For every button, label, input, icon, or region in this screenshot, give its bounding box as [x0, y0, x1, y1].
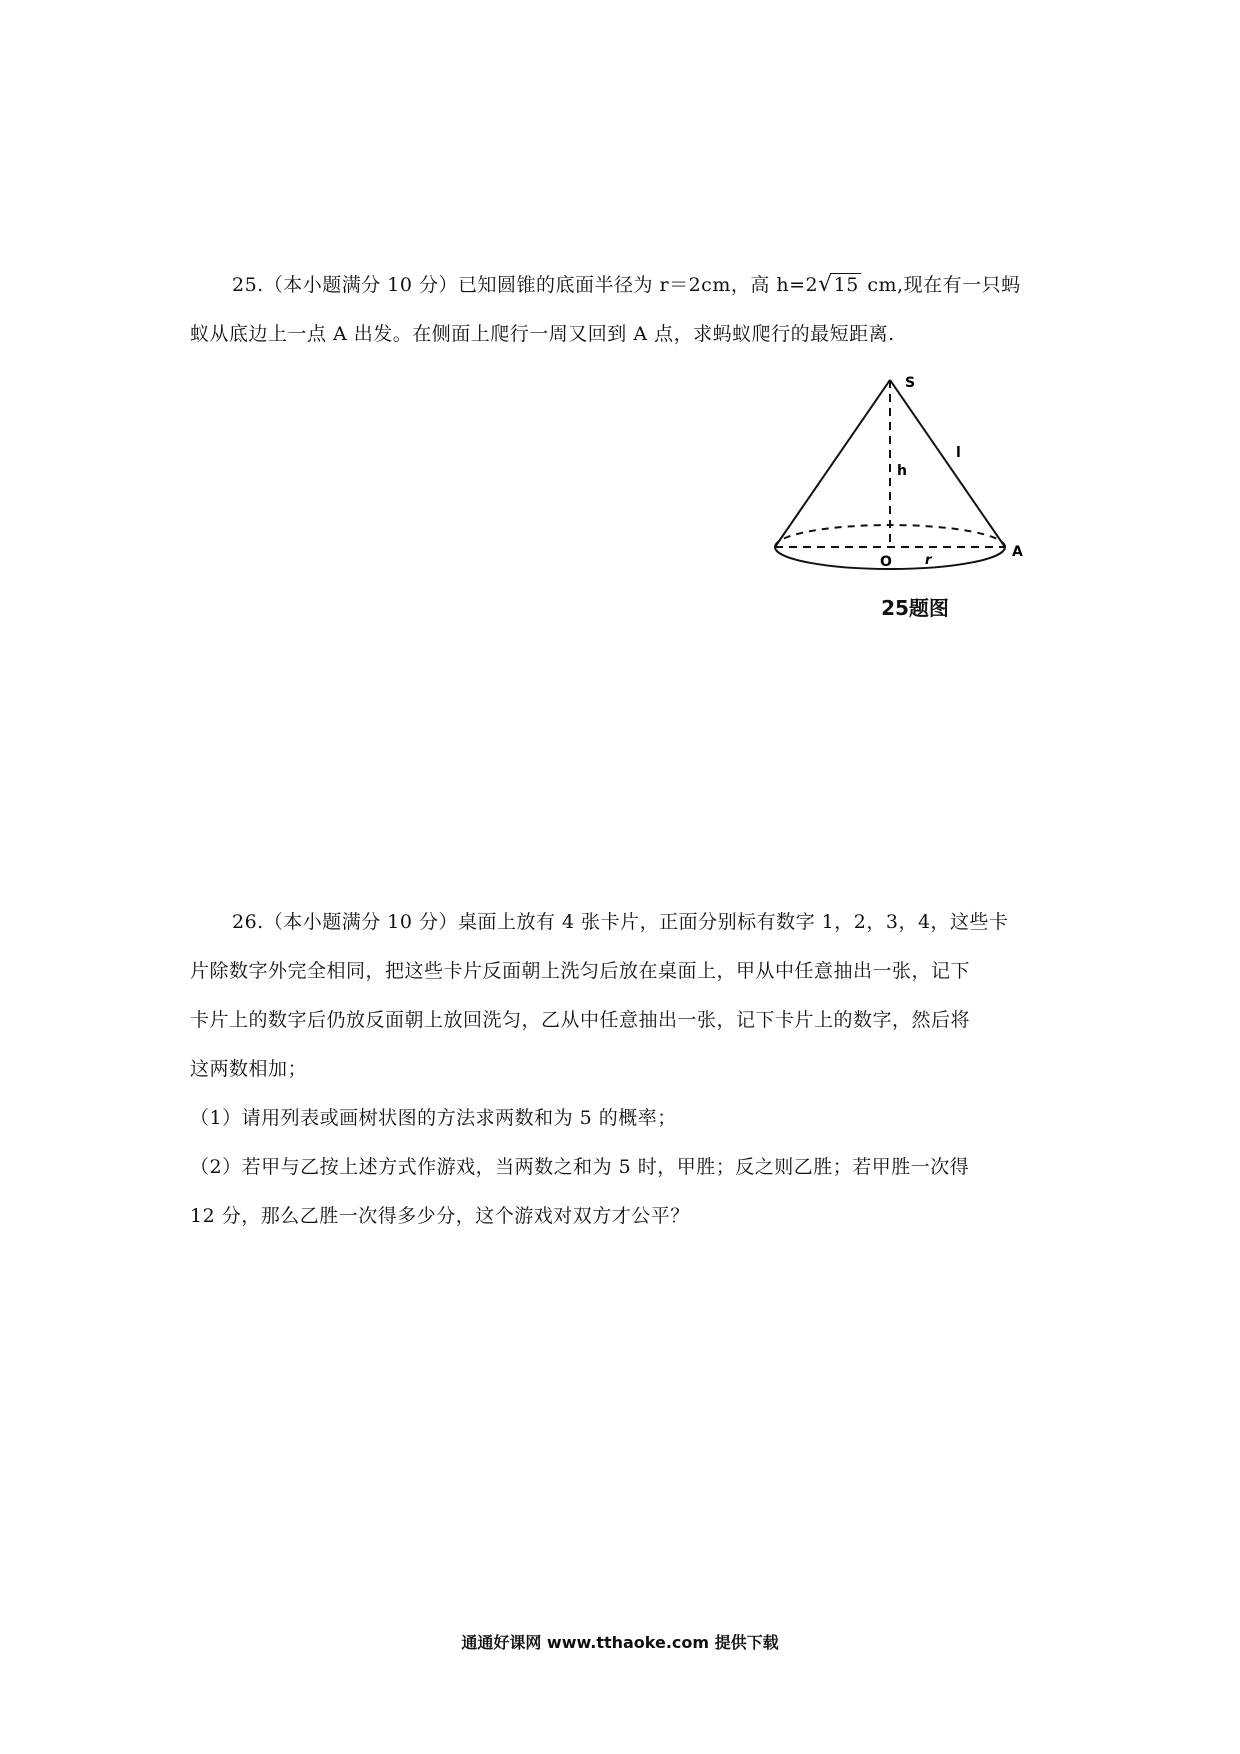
height-coefficient: 2: [805, 274, 819, 296]
question-26: [190, 898, 1060, 1241]
label-a: A: [1012, 544, 1023, 560]
cone-left-side: [775, 380, 890, 547]
question-25: [190, 260, 1060, 359]
question-25-line-2: 蚁从底边上一点 A 出发。在侧面上爬行一周又回到 A 点，求蚂蚁爬行的最短距离.: [190, 323, 895, 345]
question-26-part-2-cont: 12 分，那么乙胜一次得多少分，这个游戏对双方才公平？: [190, 1205, 690, 1227]
question-25-text-a: 25.（本小题满分 10 分）已知圆锥的底面半径为 r＝2cm，高 h=: [232, 274, 806, 296]
label-o: O: [880, 554, 892, 570]
label-l: l: [956, 445, 961, 461]
page-footer: 通通好课网 www.tthaoke.com 提供下载: [461, 1633, 779, 1652]
cone-diagram: [760, 362, 1070, 587]
question-26-line-2: 片除数字外完全相同，把这些卡片反面朝上洗匀后放在桌面上，甲从中任意抽出一张，记下: [190, 960, 971, 982]
question-26-part-2: （2）若甲与乙按上述方式作游戏，当两数之和为 5 时，甲胜；反之则乙胜；若甲胜一次得: [190, 1156, 970, 1178]
question-26-part-1: （1）请用列表或画树状图的方法求两数和为 5 的概率；: [190, 1107, 677, 1129]
cone-figure: [760, 362, 1070, 632]
figure-caption: 25题图: [881, 596, 949, 620]
radicand: 15: [833, 274, 859, 296]
question-26-line-4: 这两数相加；: [190, 1058, 308, 1080]
label-s: S: [905, 375, 916, 391]
question-25-line-1: [190, 260, 1060, 310]
question-25-text-b: cm,现在有一只蚂: [860, 274, 1021, 296]
sqrt-expression: [818, 260, 861, 310]
label-h: h: [897, 463, 907, 479]
question-26-line-1: 26.（本小题满分 10 分）桌面上放有 4 张卡片，正面分别标有数字 1，2，3，4，这些卡: [232, 911, 1009, 933]
cone-right-side: [890, 380, 1005, 547]
label-r: r: [925, 553, 932, 568]
radical-icon: √: [818, 272, 833, 297]
question-26-line-3: 卡片上的数字后仍放反面朝上放回洗匀，乙从中任意抽出一张，记下卡片上的数字，然后将: [190, 1009, 971, 1031]
